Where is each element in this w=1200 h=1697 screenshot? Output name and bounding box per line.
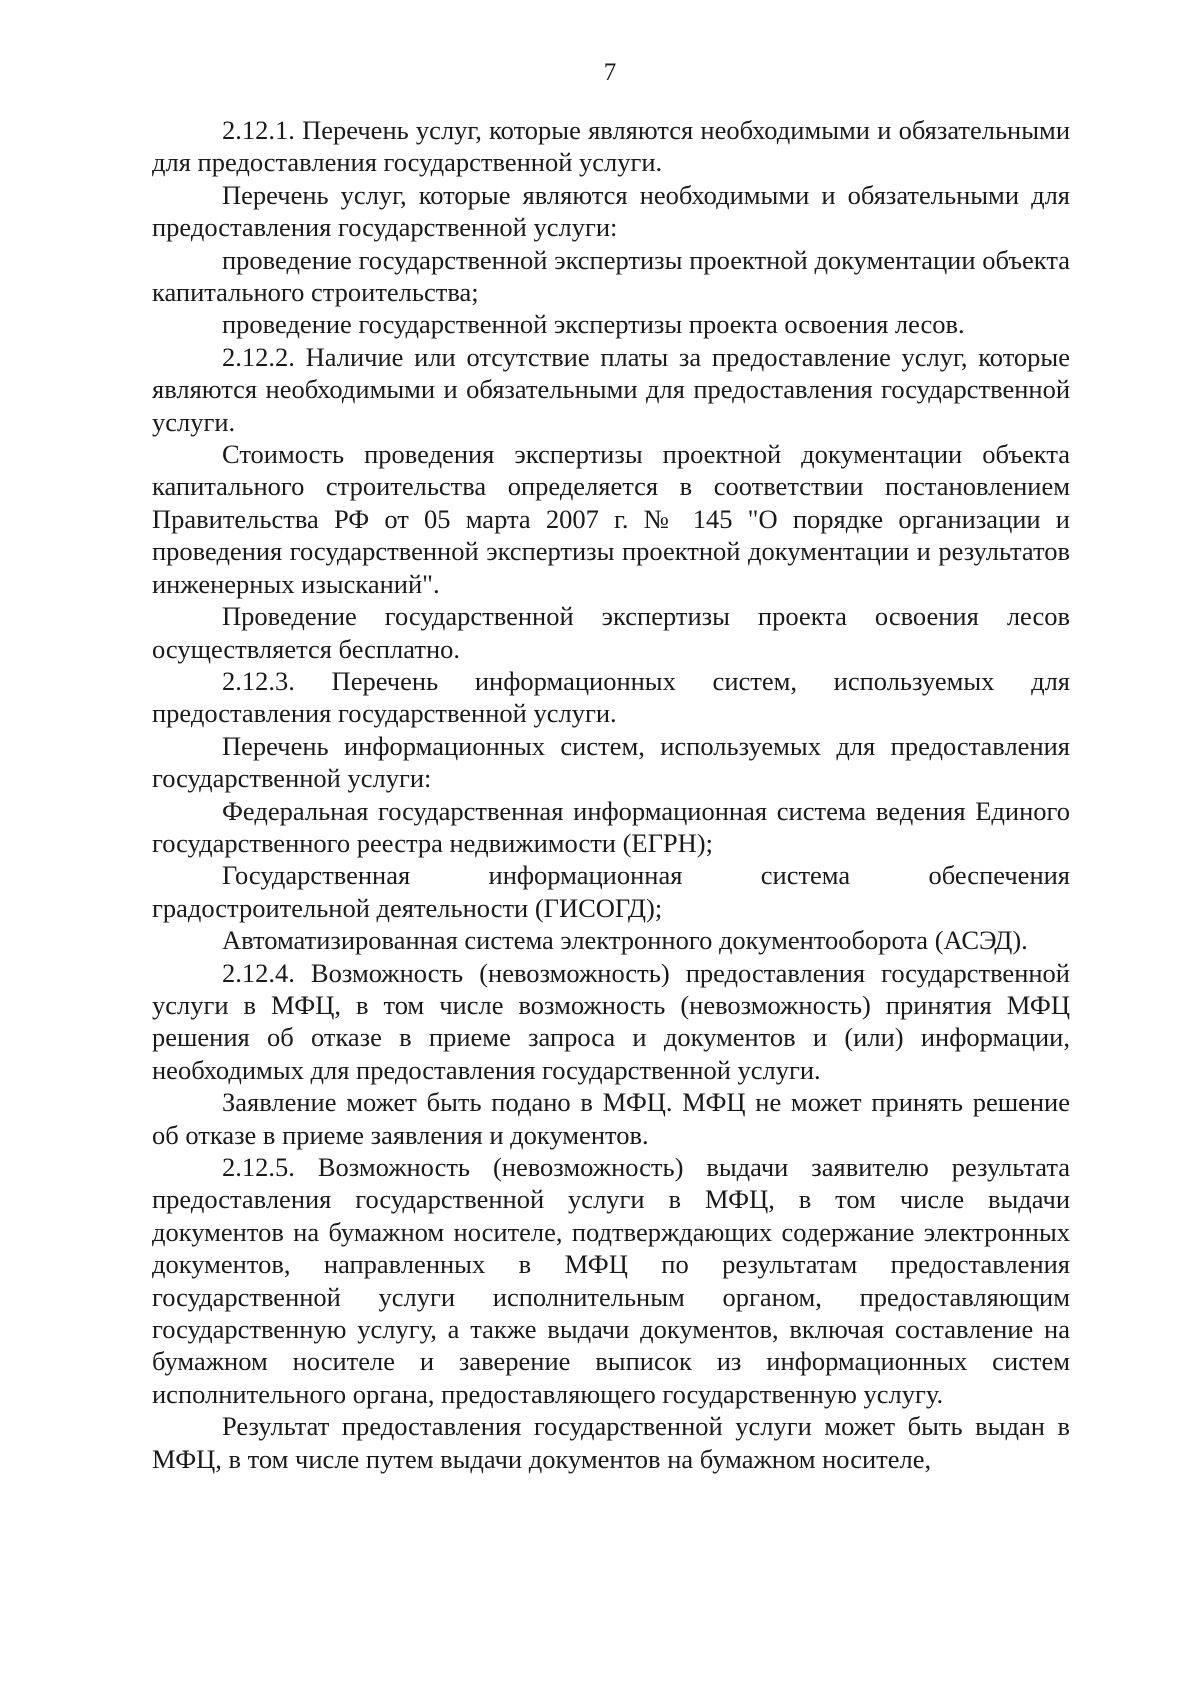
paragraph-services-list-intro: Перечень услуг, которые являются необходимыми и обязательными для предоставления государственной услуги: bbox=[152, 179, 1070, 243]
paragraph-expertise-cost: Стоимость проведения экспертизы проектной документации объекта капитального строительства определяется в соответствии постановлением Правительства РФ от 05 марта 2007 г. № 145 "О порядке организации и проведения государственной экспертизы проектной документации и результатов инженерных изысканий". bbox=[152, 439, 1070, 599]
list-item-project-expertise: проведение государственной экспертизы проектной документации объекта капитального строительства; bbox=[152, 244, 1070, 308]
paragraph-2-12-2-heading: 2.12.2. Наличие или отсутствие платы за предоставление услуг, которые являются необходимыми и обязательными для предоставления государственной услуги. bbox=[152, 341, 1070, 437]
list-item-forest-expertise: проведение государственной экспертизы проекта освоения лесов. bbox=[222, 309, 965, 340]
paragraph-2-12-3-heading: 2.12.3. Перечень информационных систем, используемых для предоставления государственной услуги. bbox=[152, 665, 1070, 729]
paragraph-2-12-4-heading: 2.12.4. Возможность (невозможность) предоставления государственной услуги в МФЦ, в том числе возможность (невозможность) принятия МФЦ решения об отказе в приеме запроса и документов и (или) информации, необходимых для предоставления государственной услуги. bbox=[152, 957, 1070, 1085]
list-item-egrn: Федеральная государственная информационная система ведения Единого государственного реестра недвижимости (ЕГРН); bbox=[152, 795, 1070, 858]
list-item-ased: Автоматизированная система электронного документооборота (АСЭД). bbox=[222, 925, 1028, 956]
paragraph-2-12-5-heading: 2.12.5. Возможность (невозможность) выдачи заявителю результата предоставления государственной услуги в МФЦ, в том числе выдачи документов на бумажном носителе, подтверждающих содержание электронных документов, направленных в МФЦ по результатам предоставления государственной услуги исполнительным органом, предоставляющим государственную услугу, а также выдачи документов, включая составление на бумажном носителе и заверение выписок из информационных систем исполнительного органа, предоставляющего государственную услугу. bbox=[152, 1152, 1070, 1409]
document-body bbox=[152, 114, 1070, 1475]
paragraph-forest-expertise-free: Проведение государственной экспертизы проекта освоения лесов осуществляется бесплатно. bbox=[152, 601, 1070, 664]
paragraph-mfc-application: Заявление может быть подано в МФЦ. МФЦ не может принять решение об отказе в приеме заявления и документов. bbox=[152, 1087, 1070, 1150]
paragraph-mfc-result: Результат предоставления государственной услуги может быть выдан в МФЦ, в том числе путем выдачи документов на бумажном носителе, bbox=[152, 1411, 1070, 1474]
list-item-gisogd: Государственная информационная система обеспечения градостроительной деятельности (ГИСОГД); bbox=[152, 860, 1070, 923]
paragraph-info-systems-intro: Перечень информационных систем, используемых для предоставления государственной услуги: bbox=[152, 730, 1070, 794]
paragraph-2-12-1-heading: 2.12.1. Перечень услуг, которые являются необходимыми и обязательными для предоставления государственной услуги. bbox=[152, 115, 1070, 178]
page-number: 7 bbox=[603, 59, 617, 86]
